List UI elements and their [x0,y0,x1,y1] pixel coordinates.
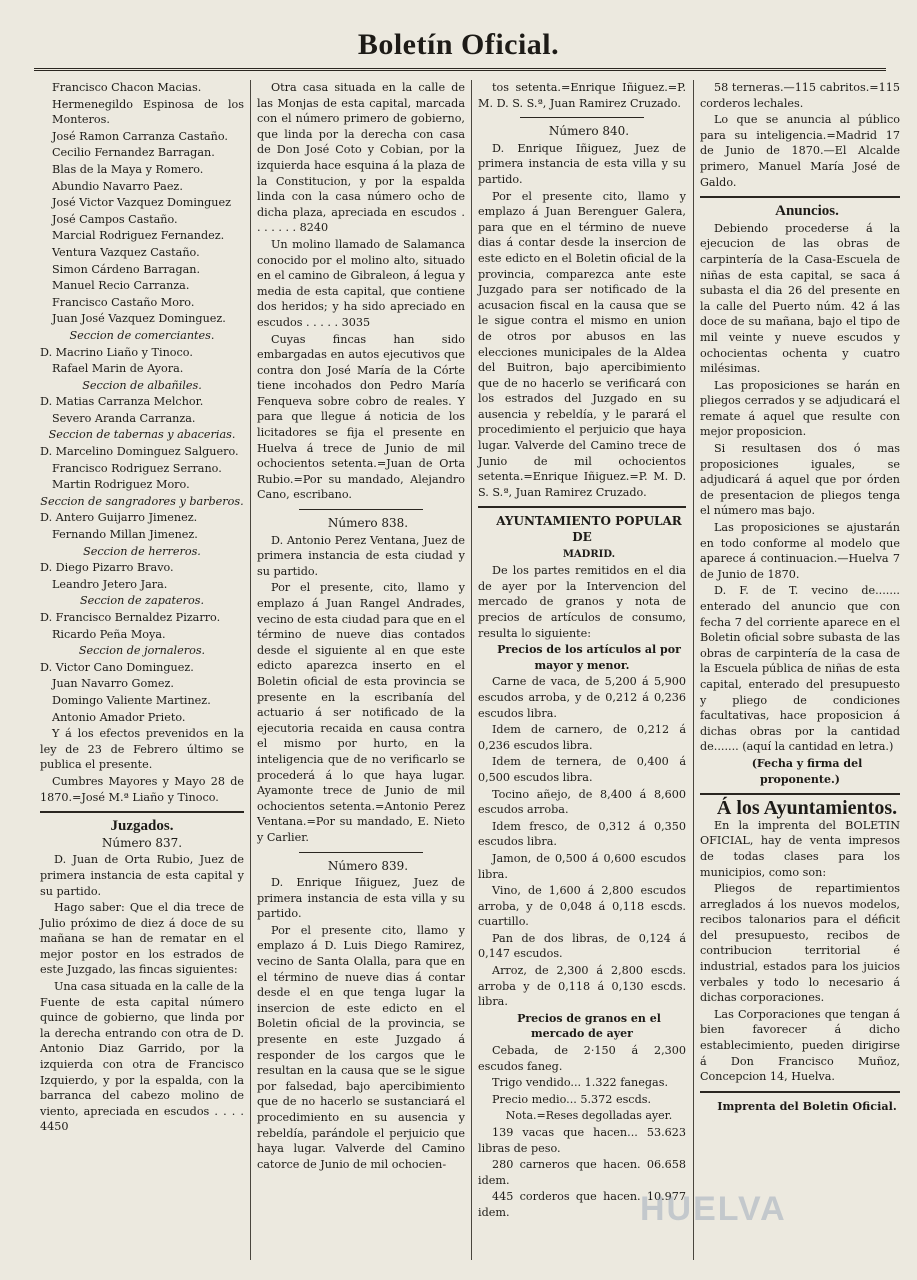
note-heading: Nota.=Reses degolladas ayer. [505,1109,673,1123]
list-item: Francisco Rodriguez Serrano. [52,461,222,475]
paragraph: Por el presente cito, llamo y emplazo á D. Luis Diego Ramirez, vecino de Santa Olalla, para que en el término de nueve dias á contar desde el en que tenga lugar la insercion de este edicto en el Boletin oficial de la provincia, se presente en este Juzgado á responder de los cargos que le resultan en la causa que se le sigue por falsedad, bajo apercibimiento que de no hacerlo se sustanciará el procedimiento en su ausencia y rebeldía, parándole el perjuicio que haya lugar. Valverde del Camino catorce de Junio de mil ochocien- [257,923,465,1171]
list-item: Juan José Vazquez Dominguez. [52,312,226,326]
list-item: Hermenegildo Espinosa de los Monteros. [52,97,244,127]
divider [700,1091,900,1093]
column-2 [257,80,465,1173]
list-item: 139 vacas que hacen... 53.623 libras de peso. [478,1126,686,1155]
list-item: D. Antero Guijarro Jimenez. [40,511,198,525]
column-1 [40,80,244,1136]
paragraph: Las proposiciones se harán en pliegos cerrados y se adjudicará el remate á aquel que resulte con mejor proposicion. [700,378,900,439]
list-item: Ventura Vazquez Castaño. [52,245,200,259]
paragraph: D. Juan de Orta Rubio, Juez de primera instancia de esta capital y su partido. [40,853,244,898]
list-item: Simon Cárdeno Barragan. [52,262,201,276]
list-item: Idem fresco, de 0,312 á 0,350 escudos libra. [478,819,686,849]
list-item: Vino, de 1,600 á 2,800 escudos arroba, y de 0,048 á 0,118 escds. cuartillo. [478,884,686,929]
list-item: 445 corderos que hacen. 10.977 idem. [478,1190,686,1219]
divider [700,793,900,795]
paragraph: Hago saber: Que el dia trece de Julio próximo de diez á doce de su mañana se han de rematar en el mejor postor en los estrados de este Juzgado, las fincas siguientes: [40,901,244,977]
page-title: Boletín Oficial. [357,28,560,61]
list-item: D. Matias Carranza Melchor. [40,395,204,409]
list-item: Manuel Recio Carranza. [52,279,190,293]
paragraph: (Fecha y firma del proponente.) [751,756,863,786]
paragraph: Por el presente, cito, llamo y emplazo á Juan Rangel Andrades, vecino de esta ciudad para que en el término de nueve dias contados desde el siguiente al en que este edicto aparezca inserto en el Boletin oficial de esta provincia se presente en la escribanía del actuario á ser notificado de la ejecutoria recaida en causa contra el mismo por hurto, en la inteligencia que de no verificarlo se procederá á lo que haya lugar. Ayamonte trece de Junio de mil ochocientos setenta.=Antonio Perez Ventana.=Por su mandado, E. Nieto y Carlier. [257,581,465,844]
paragraph: Si resultasen dos ó mas proposiciones iguales, se adjudicará á aquel que por órden de presentacion de pliegos tenga el número mas bajo. [700,442,900,518]
edict-number: Número 839. [327,858,409,873]
column-3 [478,80,686,1222]
section-heading: Seccion de jornaleros. [78,644,206,658]
list-item: Blas de la Maya y Romero. [52,162,204,176]
archive-watermark: HUELVA [640,1190,787,1228]
column-divider [250,80,251,1260]
list-item: Idem de carnero, de 0,212 á 0,236 escudos libra. [478,723,686,752]
list-item: Ricardo Peña Moya. [52,627,166,641]
divider [700,196,900,198]
list-item: Cecilio Fernandez Barragan. [52,146,215,160]
paragraph: D. Enrique Iñiguez, Juez de primera instancia de esta villa y su partido. [478,141,686,186]
list-item: D. Victor Cano Dominguez. [40,660,194,674]
divider [299,852,424,853]
paragraph: Lo que se anuncia al público para su inteligencia.=Madrid 17 de Junio de 1870.—El Alcalde primero, Manuel María José de Galdo. [700,113,900,189]
closing-text: Y á los efectos prevenidos en la ley de 23 de Febrero último se publica el presente. [40,727,244,772]
section-title-ayuntamiento: AYUNTAMIENTO POPULAR DE [496,514,682,545]
paragraph: Pliegos de repartimientos arreglados á los nuevos modelos, recibos talonarios para el déficit del presupuesto, recibos de contribucion territorial é industrial, estados para los juicios verbales y todo lo necesario á dichas corporaciones. [700,882,900,1005]
divider [520,117,645,118]
divider [40,811,244,813]
edict-number: Número 840. [548,124,630,139]
list-item: Tocino añejo, de 8,400 á 8,600 escudos arroba. [478,787,686,817]
list-item: Precio medio... 5.372 escds. [492,1092,652,1106]
paragraph: En la imprenta del BOLETIN OFICIAL, hay de venta impresos de todas clases para los municipios, como son: [700,818,900,879]
section-heading: Seccion de zapateros. [79,594,205,608]
edict-number: Número 838. [327,516,409,531]
list-item: 280 carneros que hacen. 06.658 idem. [478,1158,686,1187]
list-item: Francisco Castaño Moro. [52,295,195,309]
list-item: Cebada, de 2·150 á 2,300 escudos faneg. [478,1044,686,1073]
list-item: Arroz, de 2,300 á 2,800 escds. arroba y de 0,118 á 0,130 escds. libra. [478,964,686,1009]
header-rule [34,68,886,75]
paragraph: De los partes remitidos en el dia de ayer por la Intervencion del mercado de granos y nota de precios de artículos de consumo, resulta lo siguiente: [478,564,686,640]
list-item: Domingo Valiente Martinez. [52,693,211,707]
paragraph: Cuyas fincas han sido embargadas en autos ejecutivos que contra don José María de la Córte tiene incohados don Pedro María Fenqueva sobre cobro de reales. Y para que llegue á noticia de los licitadores se fija el presente en Huelva á trece de Junio de mil ochocientos setenta.=Juan de Orta Rubio.=Por su mandado, Alejandro Cano, escribano. [257,332,465,502]
section-heading: Seccion de comerciantes. [69,328,215,342]
list-item: Rafael Marin de Ayora. [52,362,184,376]
list-item: Severo Aranda Carranza. [52,411,196,425]
paragraph: Las proposiciones se ajustarán en todo conforme al modelo que aparece á continuacion.—Huelva 7 de Junio de 1870. [700,521,900,581]
list-item: Fernando Millan Jimenez. [52,528,198,542]
list-item: D. Marcelino Dominguez Salguero. [40,445,239,459]
paragraph: D. F. de T. vecino de....... enterado del anuncio que con fecha 7 del corriente aparece en el Boletin oficial sobre subasta de las obras de carpintería de la casa de la Escuela pública de niñas de esta capital, enterado del presupuesto y pliego de condiciones facultativas, hace proposicion á dichas obras por la cantidad de....... (aquí la cantidad en letra.) [700,584,900,754]
list-item: Idem de ternera, de 0,400 á 0,500 escudos libra. [478,755,686,784]
list-item: José Ramon Carranza Castaño. [52,129,228,143]
paragraph: D. Antonio Perez Ventana, Juez de primera instancia de esta ciudad y su partido. [257,533,465,578]
paragraph: D. Enrique Iñiguez, Juez de primera instancia de esta villa y su partido. [257,876,465,921]
grain-heading: Precios de granos en el mercado de ayer [517,1011,661,1041]
section-title-juzgados: Juzgados. [110,818,174,835]
column-4 [700,80,900,1115]
list-item: Jamon, de 0,500 á 0,600 escudos libra. [478,851,686,881]
list-item: Martin Rodriguez Moro. [52,478,190,492]
divider [478,506,686,508]
list-item: D. Diego Pizarro Bravo. [40,561,174,575]
paragraph: Un molino llamado de Salamanca conocido por el molino alto, situado en el camino de Gibraleon, á legua y media de esta capital, que contiene dos heridos; y ha sido apreciado en escudos . . . . . 3035 [257,237,465,329]
section-heading: Seccion de albañiles. [82,378,202,392]
paragraph: Otra casa situada en la calle de las Monjas de esta capital, marcada con el número primero de gobierno, que linda por la derecha con casa de Don José Coto y Cobian, por la izquierda hace esquina á la plaza de la Constitucion, y por la espalda linda con la casa número ocho de dicha plaza, apreciada en escudos . . . . . . . 8240 [257,81,465,235]
list-item: José Victor Vazquez Dominguez [52,196,232,210]
list-item: D. Francisco Bernaldez Pizarro. [40,611,221,624]
section-subtitle: MADRID. [562,548,616,560]
section-heading: Seccion de sangradores y barberos. [40,494,244,508]
list-item: Antonio Amador Prieto. [52,710,186,724]
divider [299,509,424,510]
paragraph: Debiendo procederse á la ejecucion de las obras de carpintería de la Casa-Escuela de niñas de esta capital, se saca á subasta el dia 26 del presente en la calle del Puerto núm. 42 á las doce de su mañana, bajo el tipo de mil veinte y nueve escudos y ochocientas ochenta y cuatro milésimas. [700,221,900,376]
list-item: José Campos Castaño. [52,212,178,226]
list-item: Abundio Navarro Paez. [52,179,183,193]
list-item: Francisco Chacon Macias. [52,81,202,94]
list-item: Marcial Rodriguez Fernandez. [52,229,225,243]
column-divider [471,80,472,1260]
list-item: Juan Navarro Gomez. [52,677,174,691]
list-item: D. Macrino Liaño y Tinoco. [40,345,193,359]
list-item: Trigo vendido... 1.322 fanegas. [492,1076,669,1090]
column-divider [693,80,694,1260]
signature-text: Cumbres Mayores y Mayo 28 de 1870.=José M.ª Liaño y Tinoco. [40,774,244,804]
section-heading: Seccion de tabernas y abacerias. [48,428,236,442]
section-heading: Seccion de herreros. [83,544,201,558]
paragraph: Una casa situada en la calle de la Fuente de esta capital número quince de gobierno, que linda por la derecha entrando con otra de D. Antonio Diaz Garrido, por la izquierda con otra de Francisco Izquierdo, y por la espalda, con la barranca del cabezo molino de viento, apreciada en escudos . . . . 4450 [40,980,244,1134]
section-title-ayuntamientos: Á los Ayuntamientos. [716,797,898,820]
edict-number: Número 837. [101,835,183,850]
section-title-anuncios: Anuncios. [775,203,839,220]
list-item: Carne de vaca, de 5,200 á 5,900 escudos arroba, y de 0,212 á 0,236 escudos libra. [478,675,686,720]
list-item: Leandro Jetero Jara. [52,577,168,591]
list-item: Pan de dos libras, de 0,124 á 0,147 escudos. [478,931,686,961]
printer-imprint: Imprenta del Boletin Oficial. [717,1098,897,1113]
paragraph: Por el presente cito, llamo y emplazo á Juan Berenguer Galera, para que en el término de nueve dias á contar desde la insercion de este edicto en el Boletin oficial de la provincia, comparezca ante este Juzgado para ser notificado de la acusacion fiscal en la causa que se le sigue contra el mismo en union de otros por abusos en las elecciones municipales de la Aldea del Buitron, bajo apercibimiento que de no hacerlo se verificará con los estrados del Juzgado en su ausencia y rebeldía, y le parará el procedimiento el perjuicio que haya lugar. Valverde del Camino trece de Junio de mil ochocientos setenta.=Enrique Iñiguez.=P. M. D. S. S.ª, Juan Ramirez Cruzado. [478,189,686,499]
paragraph: 58 terneras.—115 cabritos.=115 corderos lechales. [700,81,900,110]
prices-heading: Precios de los artículos al por mayor y menor. [497,643,681,672]
paragraph: tos setenta.=Enrique Iñiguez.=P. M. D. S. S.ª, Juan Ramirez Cruzado. [478,81,686,110]
paragraph: Las Corporaciones que tengan á bien favorecer á dicho establecimiento, pueden dirigirse á Don Francisco Muñoz, Concepcion 14, Huelva. [700,1007,900,1084]
